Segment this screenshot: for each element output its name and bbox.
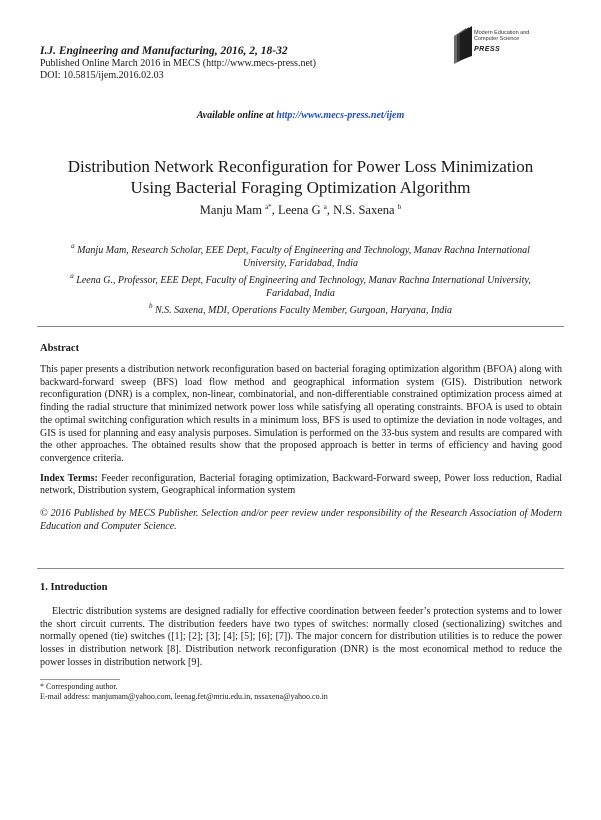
copyright-notice: © 2016 Published by MECS Publisher. Selection and/or peer review under responsibility of the Research Association of Modern Education and Computer Science. [40,508,562,532]
publication-info: Published Online March 2016 in MECS (http://www.mecs-press.net) [40,58,316,69]
footnotes [40,682,562,702]
author-list [0,203,601,218]
logo-text: Modern Education and Computer Science [474,30,530,42]
author-separator: , [271,203,278,217]
journal-header [40,45,316,82]
doi: DOI: 10.5815/ijem.2016.02.03 [40,70,164,81]
affiliation-mark: a [71,242,75,250]
paper-title [20,156,581,198]
corresponding-author: * Corresponding author. [40,682,118,691]
index-terms-list: Feeder reconfiguration, Bacterial foraging optimization, Backward-Forward sweep, Power loss reduction, Radial network, Distribution system, Geographical information system [40,472,562,497]
mecs-press-logo [452,26,552,82]
affiliation-text: Manju Mam, Research Scholar, EEE Dept, Faculty of Engineering and Technology, Manav Rachna International University, Faridabad, India [77,245,530,269]
journal-link[interactable]: http://www.mecs-press.net/ijem [276,110,405,121]
index-terms-label: Index Terms: [40,472,98,484]
abstract-heading: Abstract [40,343,80,354]
affiliation [50,270,551,300]
email-addresses: E-mail address: manjumam@yahoo.com, leenag.fet@mriu.edu.in, nssaxena@yahoo.co.in [40,692,328,701]
author-name: Manju Mam [199,203,262,217]
logo-press: PRESS [474,46,501,53]
author-name: N.S. Saxena [333,203,395,217]
abstract-text: This paper presents a distribution network reconfiguration based on bacterial foraging optimization algorithm (BFOA) along with backward-forward sweep (BFS) load flow method and geographical information system (GIS). Distribution network reconfiguration (DNR) is a complex, non-linear, combinatorial, and non-differentiable constrained optimization process aimed at finding the radial structure that minimized network power loss while satisfying all operating constraints. BFOA is used to obtain the optimal switching configuration which results in a minimum loss, BFS is used to optimize the deviation in node voltages, and GIS is used for planning and easy analysis purposes. Simulation is performed on the 33-bus system and results are compared with the other approaches. The obtained results show that the proposed approach is better in terms of efficiency and having good convergence criteria. [40,364,562,464]
title-line-1: Distribution Network Reconfiguration for Power Loss Minimization [67,157,534,176]
available-prefix: Available online at [196,110,277,121]
author-name: Leena G [277,203,321,217]
affiliation [50,300,551,318]
book-icon [452,26,474,66]
divider [37,326,564,327]
affiliations [50,240,551,318]
title-line-2: Using Bacterial Foraging Optimization Algorithm [130,178,471,197]
affiliation [50,240,551,270]
author-affiliation-mark: a [323,203,327,211]
affiliation-text: Leena G., Professor, EEE Dept, Faculty of Engineering and Technology, Manav Rachna International University, Faridabad, India [76,275,531,299]
author-affiliation-mark: b [397,203,402,211]
journal-citation: I.J. Engineering and Manufacturing, 2016, 2, 18-32 [40,45,288,57]
affiliation-text: N.S. Saxena, MDI, Operations Faculty Member, Gurgoan, Haryana, India [154,305,453,316]
introduction-heading: 1. Introduction [40,582,108,593]
author-affiliation-mark: a* [265,203,272,211]
available-online [0,110,601,121]
introduction-body [40,606,562,670]
affiliation-mark: a [70,272,74,280]
introduction-text: Electric distribution systems are designed radially for effective coordination between feeder’s protection systems and to lower the short circuit currents. The distribution feeders have two types of switches: normally closed (sectionalizing) switches and normally opened (tie) switches ([1]; [2]; [3]; [4]; [5]; [6]; [7]). The major concern for distribution utilities is to reduce the power losses in distribution network [8]. Distribution network reconfiguration (DNR) is the most economical method to reduce the power losses in distribution network [9]. [40,606,562,668]
affiliation-mark: b [148,302,153,310]
author-separator: , [326,203,334,217]
divider [37,568,564,569]
index-terms [40,473,562,498]
footnote-divider [40,679,120,680]
abstract-body [40,364,562,533]
